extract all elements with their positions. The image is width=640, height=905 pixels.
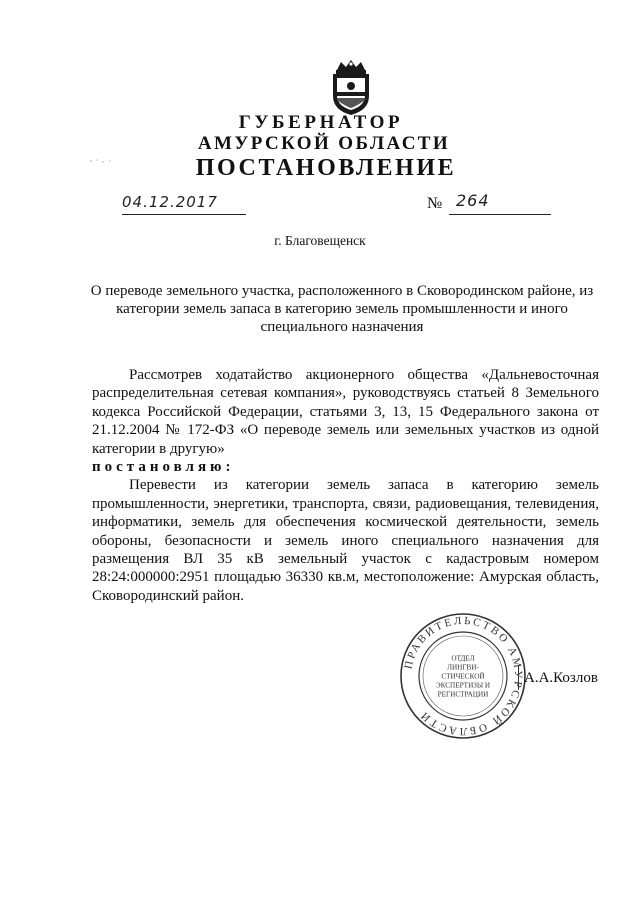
svg-text:ПРАВИТЕЛЬСТВО АМУРСКОЙ ОБЛАСТИ: ПРАВИТЕЛЬСТВО АМУРСКОЙ ОБЛАСТИ xyxy=(402,614,525,738)
signature-mark xyxy=(518,666,522,690)
official-seal-stamp xyxy=(398,611,528,741)
document-city: г. Благовещенск xyxy=(274,233,366,248)
stamp-center-line: ЭКСПЕРТИЗЫ И xyxy=(435,681,491,690)
coat-of-arms-emblem xyxy=(327,58,375,116)
signer-name: А.А.Козлов xyxy=(524,670,598,686)
scan-noise xyxy=(88,158,116,164)
stamp-center-line: ОТДЕЛ xyxy=(451,654,475,663)
document-body xyxy=(92,366,599,605)
title-line-1: О переводе земельного участка, расположенного в Сковородинском районе, из xyxy=(90,283,594,299)
stamp-center-line: СТИЧЕСКОЙ xyxy=(441,672,485,681)
stamp-center-line: ЛИНГВИ- xyxy=(447,663,479,672)
document-type: ПОСТАНОВЛЕНИЕ xyxy=(195,155,457,181)
number-underline xyxy=(449,214,551,215)
number-sign: № xyxy=(427,195,443,212)
date-underline xyxy=(122,214,246,215)
title-line-3: специального назначения xyxy=(260,319,424,335)
preamble-paragraph: Рассмотрев ходатайство акционерного общества «Дальневосточная распределительная сетевая компания», руководствуясь статьей 8 Земельного кодекса Российской Федерации, статьями 3, 13, 15 Федерального закона от 21.12.2004 № 172-ФЗ «О переводе земель или земельных участков из одной категории в другую» xyxy=(92,367,599,457)
title-line-2: категории земель запаса в категорию земель промышленности и иного xyxy=(116,301,568,317)
document-title xyxy=(82,282,602,336)
stamp-center-line: РЕГИСТРАЦИИ xyxy=(437,690,489,699)
resolution-paragraph: Перевести из категории земель запаса в категорию земель промышленности, энергетики, транспорта, связи, радиовещания, телевидения, информатики, земель для обеспечения космической деятельности, земель обороны, безопасности и земель иного специального назначения для размещения ВЛ 35 кВ земельный участок с кадастровым номером 28:24:000000:2951 площадью 36330 кв.м, местоположение: Амурская область, Сковородинский район. xyxy=(92,477,599,604)
decree-word: постановляю: xyxy=(92,459,235,476)
header-region: АМУРСКОЙ ОБЛАСТИ xyxy=(197,133,451,154)
header-title: ГУБЕРНАТОР xyxy=(238,112,404,133)
document-date: 04.12.2017 xyxy=(122,193,218,211)
document-number: 264 xyxy=(456,191,490,210)
